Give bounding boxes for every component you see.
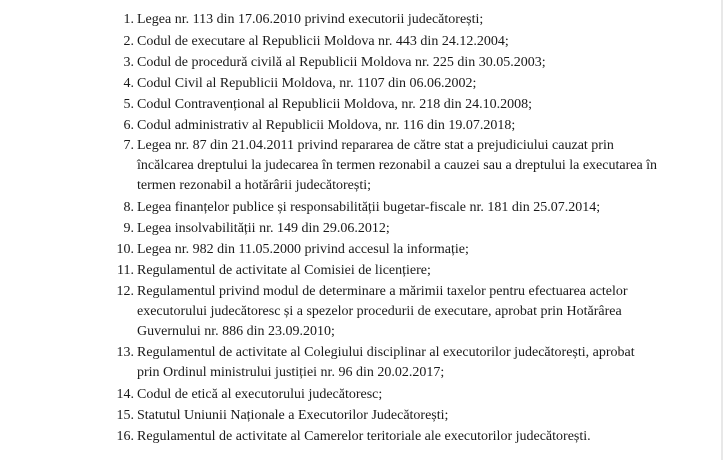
item-text: Regulamentul de activitate al Comisiei de licențiere; (137, 263, 431, 278)
item-text-continued: încălcarea dreptului la judecarea în termen rezonabil a cauzei sau a dreptului la executarea în (137, 158, 658, 173)
item-text: Codul Contravențional al Republicii Moldova, nr. 218 din 24.10.2008; (137, 97, 533, 112)
item-number: 10. (116, 242, 134, 257)
item-number: 4. (123, 76, 134, 91)
item-text: Legea nr. 87 din 21.04.2011 privind repararea de către stat a prejudiciului cauzat prin (137, 138, 614, 153)
item-text: Regulamentul de activitate al Camerelor teritoriale ale executorilor judecătorești. (137, 429, 591, 444)
item-text-continued: executorului judecătoresc și a spezelor procedurii de executare, aprobat prin Hotărârea (137, 304, 622, 319)
item-text: Codul de executare al Republicii Moldova nr. 443 din 24.12.2004; (137, 34, 509, 49)
item-text: Legea insolvabilității nr. 149 din 29.06.2012; (137, 221, 390, 236)
item-number: 8. (123, 200, 134, 215)
item-text-continued: prin Ordinul ministrului justiției nr. 96 din 20.02.2017; (137, 365, 445, 380)
item-text-continued: termen rezonabil a hotărârii judecătorești; (137, 178, 372, 193)
item-number: 3. (123, 55, 134, 70)
item-number: 7. (123, 138, 134, 153)
item-number: 13. (116, 345, 134, 360)
item-text: Regulamentul privind modul de determinare a mărimii taxelor pentru efectuarea actelor (137, 284, 628, 299)
item-text: Codul administrativ al Republicii Moldova, nr. 116 din 19.07.2018; (137, 118, 516, 133)
item-number: 15. (116, 408, 134, 423)
scan-edge-shadow (721, 0, 723, 460)
item-text: Legea nr. 982 din 11.05.2000 privind accesul la informație; (137, 242, 469, 257)
item-text: Codul de etică al executorului judecătoresc; (137, 387, 383, 402)
item-number: 2. (123, 34, 134, 49)
item-text: Codul de procedură civilă al Republicii Moldova nr. 225 din 30.05.2003; (137, 55, 546, 70)
item-number: 9. (123, 221, 134, 236)
item-number: 12. (116, 284, 134, 299)
item-text-continued: Guvernului nr. 886 din 23.09.2010; (137, 324, 335, 339)
item-text: Statutul Uniunii Naționale a Executorilor Judecătorești; (137, 408, 449, 423)
item-number: 1. (123, 12, 134, 27)
item-number: 14. (116, 387, 134, 402)
item-text: Regulamentul de activitate al Colegiului disciplinar al executorilor judecătorești, aprobat (137, 345, 635, 360)
item-text: Codul Civil al Republicii Moldova, nr. 1107 din 06.06.2002; (137, 76, 477, 91)
item-number: 11. (117, 263, 134, 278)
item-number: 16. (116, 429, 134, 444)
item-number: 6. (123, 118, 134, 133)
item-number: 5. (123, 97, 134, 112)
item-text: Legea nr. 113 din 17.06.2010 privind executorii judecătorești; (137, 12, 484, 27)
item-text: Legea finanțelor publice și responsabilității bugetar-fiscale nr. 181 din 25.07.2014; (137, 200, 601, 215)
